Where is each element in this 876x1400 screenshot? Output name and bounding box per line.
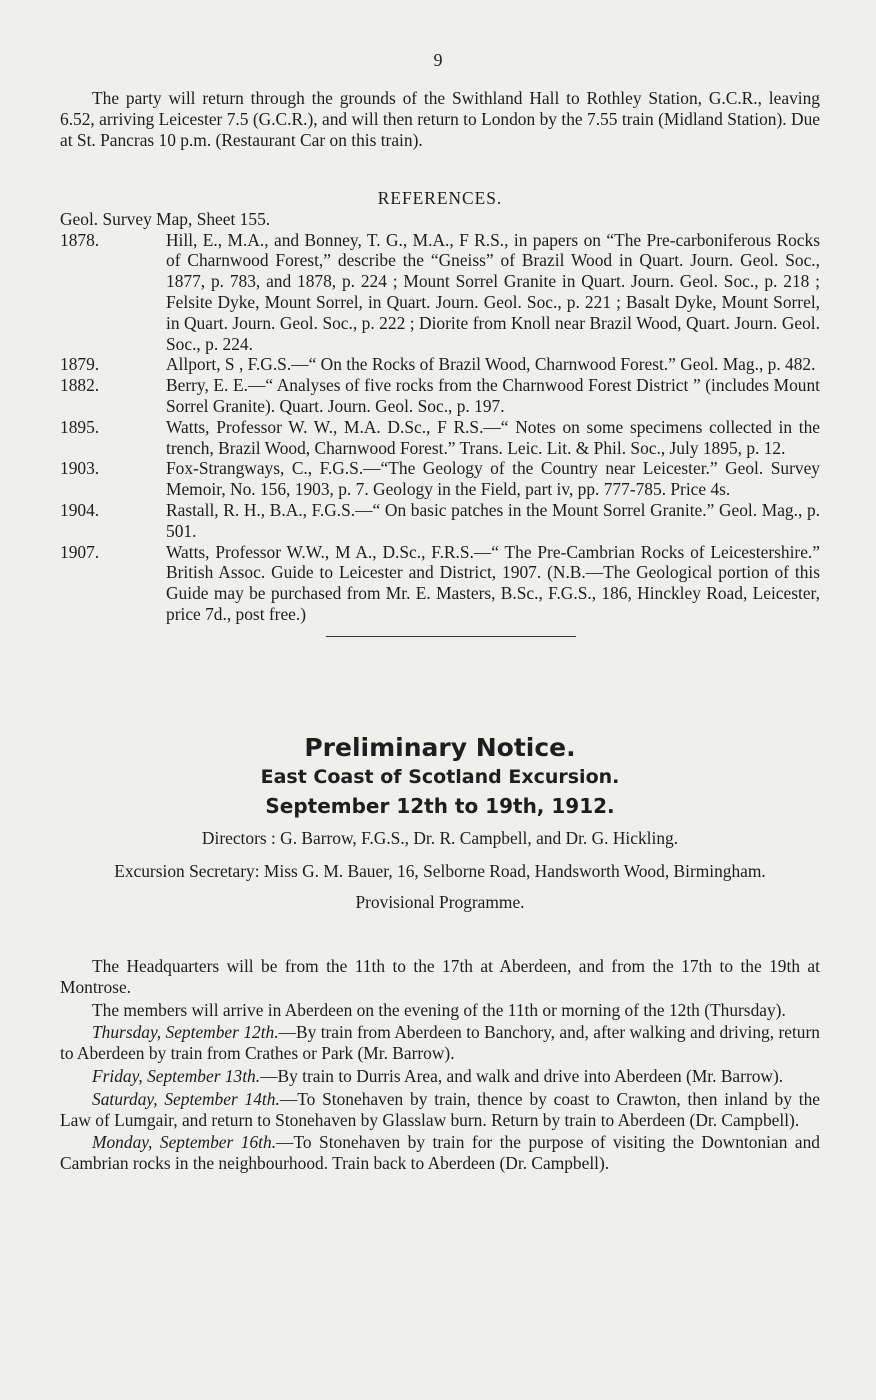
directors-line: Directors : G. Barrow, F.G.S., Dr. R. Campbell, and Dr. G. Hickling.	[201, 828, 679, 849]
programme-item	[60, 1022, 820, 1064]
reference-text: Fox-Strangways, C., F.G.S.—“The Geology of the Country near Leicester.” Geol. Survey Memoir, No. 156, 1903, p. 7. Geology in the Field, part iv, pp. 777-785. Price 4s.	[166, 458, 820, 500]
page-number: 9	[433, 50, 443, 70]
reference-text: Watts, Professor W. W., M.A. D.Sc., F R.S.—“ Notes on some specimens collected in the trench, Brazil Wood, Charnwood Forest.” Trans. Leic. Lit. & Phil. Soc., July 1895, p. 12.	[166, 416, 820, 458]
reference-entry	[60, 542, 820, 625]
programme-item-text: —To Stonehaven by train, thence by coast to Crawton, then inland by the Law of Lumgair, and return to Stonehaven by Glasslaw burn. Return by train to Aberdeen (Dr. Campbell).	[60, 1088, 820, 1130]
programme-item	[60, 1000, 820, 1021]
programme-item-text: The Headquarters will be from the 11th to the 17th at Aberdeen, and from the 17th to the 19th at Montrose.	[60, 956, 820, 997]
programme-item-text: —By train to Durris Area, and walk and drive into Aberdeen (Mr. Barrow).	[260, 1065, 784, 1086]
secretary-line: Excursion Secretary: Miss G. M. Bauer, 16, Selborne Road, Handsworth Wood, Birmingham.	[114, 861, 766, 882]
references-heading: REFERENCES.	[377, 188, 503, 208]
return-paragraph: The party will return through the grounds of the Swithland Hall to Rothley Station, G.C.R., leaving 6.52, arriving Leicester 7.5 (G.C.R.), and will then return to London by the 7.55 train (Midland Station). Due at St. Pancras 10 p.m. (Restaurant Car on this train).	[60, 88, 820, 150]
reference-text: Rastall, R. H., B.A., F.G.S.—“ On basic patches in the Mount Sorrel Granite.” Geol. Mag., p. 501.	[166, 499, 820, 541]
reference-year: 1882.	[60, 375, 100, 396]
programme-item-day: Thursday, September 12th.	[92, 1022, 279, 1043]
section-divider	[326, 636, 576, 637]
programme-list	[60, 956, 820, 1174]
section-divider-wrap	[60, 625, 820, 639]
programme-item-text: —By train from Aberdeen to Banchory, and, after walking and driving, return to Aberdeen by train from Crathes or Park (Mr. Barrow).	[60, 1022, 820, 1064]
programme-item-text: —To Stonehaven by train for the purpose of visiting the Downtonian and Cambrian rocks in the neighbourhood. Train back to Aberdeen (Dr. Campbell).	[60, 1132, 820, 1174]
reference-text: Berry, E. E.—“ Analyses of five rocks from the Charnwood Forest District ” (includes Mount Sorrel Granite). Quart. Journ. Geol. Soc., p. 197.	[166, 375, 820, 416]
programme-item-day: Friday, September 13th.	[92, 1065, 261, 1086]
reference-entry	[60, 354, 820, 375]
return-paragraph-block	[60, 88, 820, 150]
programme-item-text: The members will arrive in Aberdeen on the evening of the 11th or morning of the 12th (Thursday).	[92, 999, 786, 1020]
reference-entry	[60, 230, 820, 355]
reference-year: 1907.	[60, 541, 100, 562]
reference-year: 1895.	[60, 416, 100, 437]
reference-year: 1878.	[60, 229, 100, 250]
reference-text: Allport, S , F.G.S.—“ On the Rocks of Brazil Wood, Charnwood Forest.” Geol. Mag., p. 482.	[166, 354, 816, 375]
reference-year: 1903.	[60, 458, 100, 479]
programme-item-day: Monday, September 16th.	[92, 1132, 277, 1153]
programme-item	[60, 1132, 820, 1174]
programme-item	[60, 956, 820, 998]
reference-entry	[60, 375, 820, 417]
survey-map-line: Geol. Survey Map, Sheet 155.	[60, 208, 271, 229]
preliminary-notice	[60, 733, 820, 913]
references-section	[60, 188, 820, 639]
programme-item-day: Saturday, September 14th.	[92, 1088, 280, 1109]
notice-dates: September 12th to 19th, 1912.	[265, 793, 615, 818]
reference-text: Watts, Professor W.W., M A., D.Sc., F.R.S.—“ The Pre-Cambrian Rocks of Leicestershire.” British Assoc. Guide to Leicester and District, 1907. (N.B.—The Geological portion of this Guide may be purchased from Mr. E. Masters, B.Sc., F.G.S., 186, Hinckley Road, Leicester, price 7d., post free.)	[166, 541, 820, 624]
reference-year: 1879.	[60, 354, 100, 375]
programme-item	[60, 1089, 820, 1131]
notice-title: Preliminary Notice.	[304, 733, 576, 762]
programme-heading: Provisional Programme.	[355, 891, 525, 912]
reference-text: Hill, E., M.A., and Bonney, T. G., M.A., F R.S., in papers on “The Pre-carboniferous Rocks of Charnwood Forest,” describe the “Gneiss” of Brazil Wood in Quart. Journ. Geol. Soc., 1877, p. 783, and 1878, p. 224 ; Mount Sorrel Granite in Quart. Journ. Geol. Soc., p. 218 ; Felsite Dyke, Mount Sorrel, in Quart. Journ. Geol. Soc., p. 221 ; Basalt Dyke, Mount Sorrel, in Quart. Journ. Geol. Soc., p. 222 ; Diorite from Knoll near Brazil Wood, Quart. Journ. Geol. Soc., p. 224.	[166, 229, 820, 354]
reference-entry	[60, 458, 820, 500]
reference-year: 1904.	[60, 499, 100, 520]
reference-entry	[60, 500, 820, 542]
notice-subtitle: East Coast of Scotland Excursion.	[260, 765, 620, 788]
programme-item	[60, 1066, 820, 1087]
reference-entry	[60, 417, 820, 459]
